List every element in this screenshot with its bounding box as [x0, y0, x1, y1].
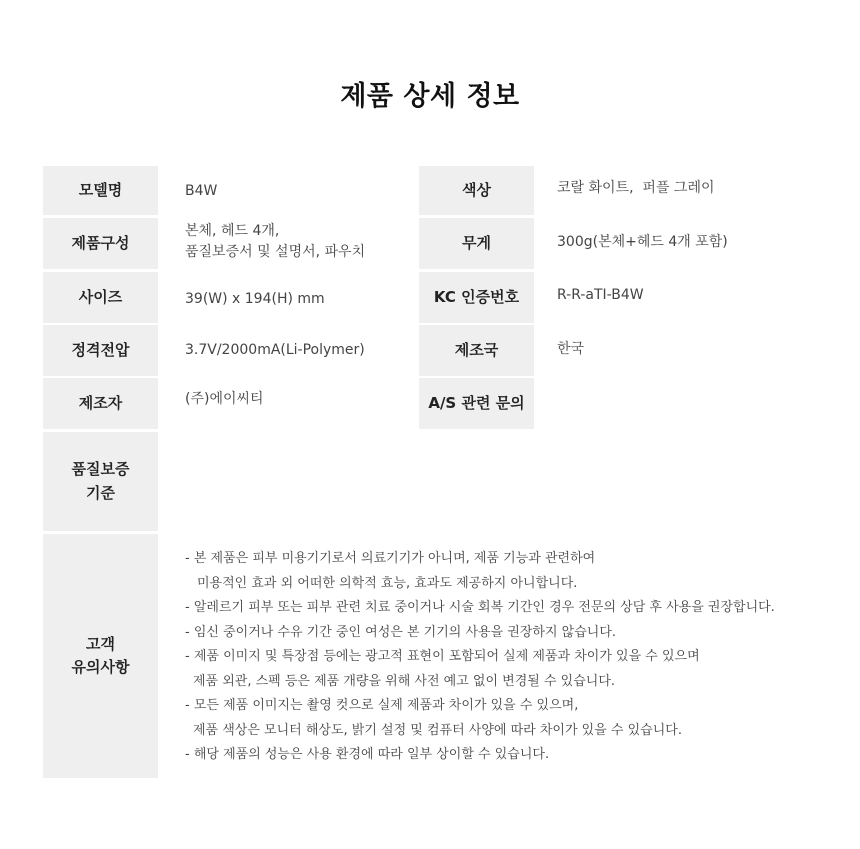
model-label — [43, 166, 158, 215]
notice-line-7: - 모든 제품 이미지는 촬영 컷으로 실제 제품과 차이가 있을 수 있으며, — [185, 698, 579, 713]
origin-value: 한국 — [557, 341, 585, 357]
notice-line-2: 미용적인 효과 외 어떠한 의학적 효능, 효과도 제공하지 아니합니다. — [197, 575, 578, 591]
kc-label — [419, 272, 534, 323]
notice-label-line1: 고객 — [86, 634, 115, 653]
weight-label — [419, 218, 534, 269]
maker-value: (주)에이씨티 — [185, 391, 264, 407]
weight-label-text: 무게 — [462, 233, 491, 252]
notice-label — [43, 534, 158, 778]
origin-label — [419, 325, 534, 376]
model-label-text: 모델명 — [78, 180, 123, 199]
rated-voltage-label-text: 정격전압 — [71, 340, 130, 359]
warranty-label-line1: 품질보증 — [71, 460, 130, 479]
as-label — [419, 378, 534, 429]
notice-line-9: - 해당 제품의 성능은 사용 환경에 따라 일부 상이할 수 있습니다. — [185, 747, 550, 762]
notice-line-5: - 제품 이미지 및 특장점 등에는 광고적 표현이 포함되어 실제 제품과 차이가 있을 수 있으며 — [185, 649, 700, 664]
rated-voltage-label — [43, 325, 158, 376]
composition-value-line2: 품질보증서 및 설명서, 파우치 — [185, 244, 366, 260]
kc-value: R-R-aTI-B4W — [557, 287, 644, 303]
kc-label-text: KC 인증번호 — [433, 287, 520, 306]
model-value: B4W — [185, 183, 218, 199]
rated-voltage-value: 3.7V/2000mA(Li-Polymer) — [185, 342, 365, 358]
origin-label-text: 제조국 — [454, 340, 499, 359]
size-label — [43, 272, 158, 323]
notice-line-3: - 알레르기 피부 또는 피부 관련 치료 중이거나 시술 회복 기간인 경우 전문의 상담 후 사용을 권장합니다. — [185, 600, 775, 615]
notice-line-1: - 본 제품은 피부 미용기기로서 의료기기가 아니며, 제품 기능과 관련하여 — [185, 551, 596, 566]
as-label-text: A/S 관련 문의 — [428, 393, 525, 412]
composition-value-line1: 본체, 헤드 4개, — [185, 223, 280, 239]
notice-value — [185, 547, 775, 768]
color-value: 코랄 화이트, 퍼플 그레이 — [557, 180, 715, 196]
size-value: 39(W) x 194(H) mm — [185, 291, 325, 307]
color-label-text: 색상 — [462, 180, 491, 199]
composition-value — [185, 221, 365, 263]
notice-line-6: 제품 외관, 스펙 등은 제품 개량을 위해 사전 예고 없이 변경될 수 있습니다. — [193, 673, 616, 689]
warranty-label — [43, 432, 158, 531]
composition-label-text: 제품구성 — [71, 233, 130, 252]
page-title: 제품 상세 정보 — [340, 81, 520, 112]
notice-label-line2: 유의사항 — [71, 658, 130, 676]
notice-line-8: 제품 색상은 모니터 해상도, 밝기 설정 및 컴퓨터 사양에 따라 차이가 있을 수 있습니다. — [193, 722, 682, 738]
color-label — [419, 166, 534, 215]
composition-label — [43, 218, 158, 269]
weight-value: 300g(본체+헤드 4개 포함) — [557, 234, 728, 250]
maker-label-text: 제조자 — [78, 393, 123, 412]
maker-label — [43, 378, 158, 429]
notice-line-4: - 임신 중이거나 수유 기간 중인 여성은 본 기기의 사용을 권장하지 않습니다. — [185, 624, 617, 640]
size-label-text: 사이즈 — [78, 287, 123, 306]
warranty-label-line2: 기준 — [86, 483, 115, 502]
